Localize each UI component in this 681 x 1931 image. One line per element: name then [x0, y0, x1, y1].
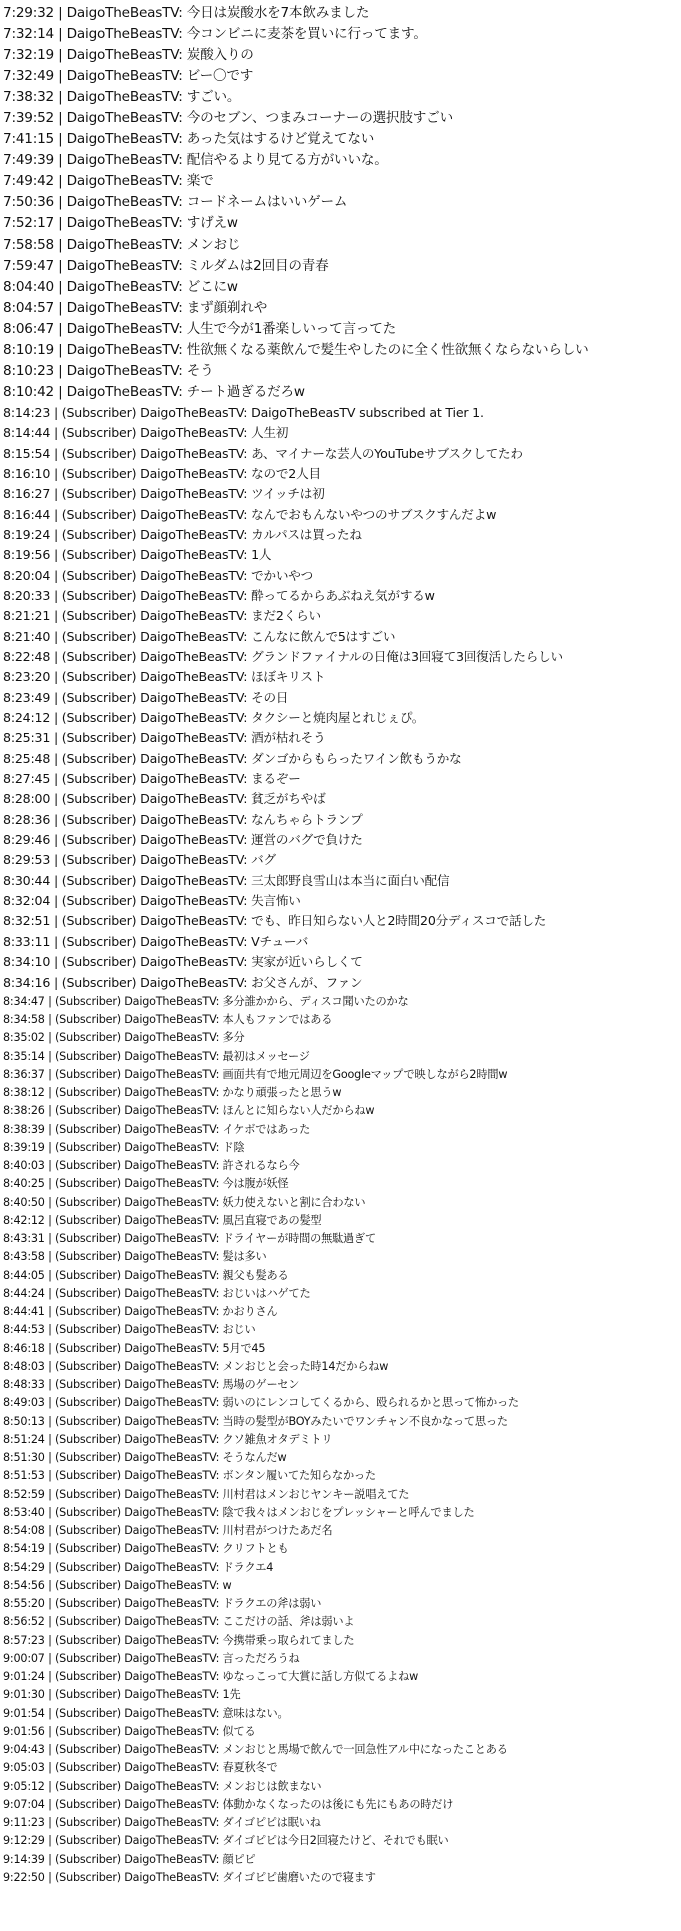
chat-message: 9:07:04 | (Subscriber) DaigoTheBeasTV: 体動かなくなったのは後にも先にもあの時だけ: [3, 1797, 454, 1811]
chat-message: 8:56:52 | (Subscriber) DaigoTheBeasTV: ここだけの話、斧は弱いよ: [3, 1615, 355, 1629]
chat-message: 8:23:20 | (Subscriber) DaigoTheBeasTV: ほぼキリスト: [3, 669, 326, 685]
chat-message: 8:20:33 | (Subscriber) DaigoTheBeasTV: 酔ってるからあぶねえ気がするw: [3, 587, 435, 603]
chat-message: 8:52:59 | (Subscriber) DaigoTheBeasTV: 川村君はメンおじヤンキー説唱えてた: [3, 1487, 410, 1501]
chat-message: 8:51:53 | (Subscriber) DaigoTheBeasTV: ボンタン履いてた知らなかった: [3, 1469, 376, 1483]
chat-message: 8:40:03 | (Subscriber) DaigoTheBeasTV: 許されるなら今: [3, 1159, 300, 1173]
chat-message: 8:44:24 | (Subscriber) DaigoTheBeasTV: おじいはハゲてた: [3, 1286, 311, 1300]
chat-message: 8:23:49 | (Subscriber) DaigoTheBeasTV: その日: [3, 689, 289, 705]
chat-message: 8:34:47 | (Subscriber) DaigoTheBeasTV: 多分誰かから、ディスコ聞いたのかな: [3, 994, 409, 1008]
chat-section-early: [3, 3, 681, 403]
chat-message: 8:38:12 | (Subscriber) DaigoTheBeasTV: かなり頑張ったと思うw: [3, 1086, 342, 1100]
chat-message: 8:06:47 | DaigoTheBeasTV: 人生で今が1番楽しいって言ってた: [3, 320, 397, 337]
chat-message: 8:54:08 | (Subscriber) DaigoTheBeasTV: 川村君がつけたあだ名: [3, 1524, 333, 1538]
chat-message: 8:39:19 | (Subscriber) DaigoTheBeasTV: ド陰: [3, 1140, 245, 1154]
chat-message: 8:40:25 | (Subscriber) DaigoTheBeasTV: 今は腹が妖怪: [3, 1177, 289, 1191]
chat-message: 9:14:39 | (Subscriber) DaigoTheBeasTV: 顔ピピ: [3, 1852, 256, 1866]
chat-message: 8:54:56 | (Subscriber) DaigoTheBeasTV: w: [3, 1578, 232, 1592]
chat-message: 8:51:30 | (Subscriber) DaigoTheBeasTV: そうなんだw: [3, 1451, 287, 1465]
chat-message: 8:40:50 | (Subscriber) DaigoTheBeasTV: 妖力使えないと割に合わない: [3, 1195, 366, 1209]
chat-message: 8:21:21 | (Subscriber) DaigoTheBeasTV: まだ2くらい: [3, 608, 321, 624]
chat-message: 8:14:23 | (Subscriber) DaigoTheBeasTV: DaigoTheBeasTV subscribed at Tier 1.: [3, 404, 484, 420]
chat-message: 8:19:56 | (Subscriber) DaigoTheBeasTV: 1人: [3, 547, 272, 563]
chat-message: 8:14:44 | (Subscriber) DaigoTheBeasTV: 人生初: [3, 425, 289, 441]
chat-message: 8:43:31 | (Subscriber) DaigoTheBeasTV: ドライヤーが時間の無駄過ぎて: [3, 1232, 377, 1246]
chat-message: 8:38:26 | (Subscriber) DaigoTheBeasTV: ほんとに知らない人だからねw: [3, 1104, 375, 1118]
chat-message: 8:15:54 | (Subscriber) DaigoTheBeasTV: あ、マイナーな芸人のYouTubeサブスクしてたわ: [3, 445, 523, 461]
chat-message: 8:50:13 | (Subscriber) DaigoTheBeasTV: 当時の髪型がBOYみたいでワンチャン不良かなって思った: [3, 1414, 508, 1428]
chat-message: 9:05:03 | (Subscriber) DaigoTheBeasTV: 春夏秋冬で: [3, 1761, 278, 1775]
chat-message: 8:43:58 | (Subscriber) DaigoTheBeasTV: 髪は多い: [3, 1250, 267, 1264]
chat-message: 9:01:24 | (Subscriber) DaigoTheBeasTV: ゆなっこって大賞に話し方似てるよねw: [3, 1670, 419, 1684]
chat-message: 7:41:15 | DaigoTheBeasTV: あった気はするけど覚えてない: [3, 131, 375, 148]
chat-message: 8:22:48 | (Subscriber) DaigoTheBeasTV: グランドファイナルの日俺は3回寝て3回復活したらしい: [3, 649, 563, 665]
chat-message: 8:19:24 | (Subscriber) DaigoTheBeasTV: カルパスは買ったね: [3, 526, 362, 542]
chat-message: 7:58:58 | DaigoTheBeasTV: メンおじ: [3, 236, 241, 253]
chat-message: 8:35:14 | (Subscriber) DaigoTheBeasTV: 最初はメッセージ: [3, 1049, 310, 1063]
chat-section-late: [3, 993, 681, 1887]
chat-message: 8:42:12 | (Subscriber) DaigoTheBeasTV: 風呂直寝であの髪型: [3, 1213, 322, 1227]
chat-message: 8:16:44 | (Subscriber) DaigoTheBeasTV: なんでおもんないやつのサブスクすんだよw: [3, 506, 497, 522]
chat-message: 8:35:02 | (Subscriber) DaigoTheBeasTV: 多分: [3, 1031, 245, 1045]
chat-message: 9:01:56 | (Subscriber) DaigoTheBeasTV: 似てる: [3, 1724, 256, 1738]
chat-message: 8:24:12 | (Subscriber) DaigoTheBeasTV: タクシーと焼肉屋とれじぇぴ。: [3, 710, 425, 726]
chat-message: 8:32:51 | (Subscriber) DaigoTheBeasTV: でも、昨日知らない人と2時間20分ディスコで話した: [3, 913, 547, 929]
chat-message: 8:28:36 | (Subscriber) DaigoTheBeasTV: なんちゃらトランプ: [3, 811, 363, 827]
chat-message: 7:49:42 | DaigoTheBeasTV: 楽で: [3, 173, 214, 190]
chat-message: 7:32:14 | DaigoTheBeasTV: 今コンビニに麦茶を買いに行ってます。: [3, 26, 427, 43]
chat-message: 9:22:50 | (Subscriber) DaigoTheBeasTV: ダイゴピピ歯磨いたので寝ます: [3, 1870, 376, 1884]
chat-message: 7:39:52 | DaigoTheBeasTV: 今のセブン、つまみコーナーの選択肢すごい: [3, 110, 453, 127]
chat-message: 8:10:19 | DaigoTheBeasTV: 性欲無くなる薬飲んで髪生やしたのに全く性欲無くならないらしい: [3, 341, 589, 358]
chat-message: 9:00:07 | (Subscriber) DaigoTheBeasTV: 言っただろうね: [3, 1651, 300, 1665]
chat-message: 8:04:57 | DaigoTheBeasTV: まず顔剃れや: [3, 299, 268, 316]
chat-message: 7:50:36 | DaigoTheBeasTV: コードネームはいいゲーム: [3, 194, 348, 211]
chat-message: 8:44:05 | (Subscriber) DaigoTheBeasTV: 親父も髪ある: [3, 1268, 289, 1282]
chat-message: 8:32:04 | (Subscriber) DaigoTheBeasTV: 失言怖い: [3, 893, 301, 909]
chat-message: 8:36:37 | (Subscriber) DaigoTheBeasTV: 画面共有で地元周辺をGoogleマップで映しながら2時間w: [3, 1067, 508, 1081]
chat-message: 8:16:10 | (Subscriber) DaigoTheBeasTV: なので2人目: [3, 465, 321, 481]
chat-message: 9:01:30 | (Subscriber) DaigoTheBeasTV: 1先: [3, 1688, 241, 1702]
chat-message: 8:21:40 | (Subscriber) DaigoTheBeasTV: こんなに飲んで5はすごい: [3, 628, 396, 644]
chat-message: 8:46:18 | (Subscriber) DaigoTheBeasTV: 5月で45: [3, 1341, 266, 1355]
chat-message: 8:10:42 | DaigoTheBeasTV: チート過ぎるだろw: [3, 383, 305, 400]
chat-message: 8:10:23 | DaigoTheBeasTV: そう: [3, 362, 214, 379]
chat-message: 8:25:31 | (Subscriber) DaigoTheBeasTV: 酒が枯れそう: [3, 730, 326, 746]
chat-message: 8:20:04 | (Subscriber) DaigoTheBeasTV: でかいやつ: [3, 567, 314, 583]
chat-message: 8:54:19 | (Subscriber) DaigoTheBeasTV: クリフトとも: [3, 1542, 289, 1556]
chat-message: 7:59:47 | DaigoTheBeasTV: ミルダムは2回目の青春: [3, 257, 329, 274]
chat-message: 8:53:40 | (Subscriber) DaigoTheBeasTV: 陰で我々はメンおじをプレッシャーと呼んでました: [3, 1505, 475, 1519]
chat-message: 8:29:53 | (Subscriber) DaigoTheBeasTV: バグ: [3, 852, 276, 868]
chat-message: 9:01:54 | (Subscriber) DaigoTheBeasTV: 意味はない。: [3, 1706, 289, 1720]
chat-message: 8:44:41 | (Subscriber) DaigoTheBeasTV: かおりさん: [3, 1305, 278, 1319]
chat-message: 7:32:49 | DaigoTheBeasTV: ビー〇です: [3, 68, 254, 85]
chat-message: 8:34:16 | (Subscriber) DaigoTheBeasTV: お父さんが、ファン: [3, 974, 363, 990]
chat-message: 8:51:24 | (Subscriber) DaigoTheBeasTV: クソ雑魚オタデミトリ: [3, 1432, 333, 1446]
chat-message: 8:30:44 | (Subscriber) DaigoTheBeasTV: 三太郎野良雪山は本当に面白い配信: [3, 872, 450, 888]
chat-message: 8:04:40 | DaigoTheBeasTV: どこにw: [3, 278, 238, 295]
chat-message: 8:54:29 | (Subscriber) DaigoTheBeasTV: ドラクエ4: [3, 1560, 274, 1574]
chat-message: 9:05:12 | (Subscriber) DaigoTheBeasTV: メンおじは飲まない: [3, 1779, 322, 1793]
chat-message: 8:44:53 | (Subscriber) DaigoTheBeasTV: おじい: [3, 1323, 256, 1337]
chat-message: 8:27:45 | (Subscriber) DaigoTheBeasTV: まるぞー: [3, 771, 301, 787]
chat-message: 8:33:11 | (Subscriber) DaigoTheBeasTV: Vチューバ: [3, 933, 309, 949]
chat-message: 7:52:17 | DaigoTheBeasTV: すげえw: [3, 215, 238, 232]
chat-message: 9:11:23 | (Subscriber) DaigoTheBeasTV: ダイゴピピは眠いね: [3, 1816, 321, 1830]
chat-message: 8:57:23 | (Subscriber) DaigoTheBeasTV: 今携帯乗っ取られてました: [3, 1633, 355, 1647]
chat-message: 8:49:03 | (Subscriber) DaigoTheBeasTV: 弱いのにレンコしてくるから、殴られるかと思って怖かった: [3, 1396, 519, 1410]
chat-message: 8:34:10 | (Subscriber) DaigoTheBeasTV: 実家が近いらしくて: [3, 954, 363, 970]
chat-message: 7:32:19 | DaigoTheBeasTV: 炭酸入りの: [3, 47, 254, 64]
chat-message: 9:04:43 | (Subscriber) DaigoTheBeasTV: メンおじと馬場で飲んで一回急性アル中になったことある: [3, 1743, 508, 1757]
chat-message: 7:38:32 | DaigoTheBeasTV: すごい。: [3, 89, 241, 106]
chat-message: 7:49:39 | DaigoTheBeasTV: 配信やるより見てる方がいいな。: [3, 152, 388, 169]
chat-message: 8:34:58 | (Subscriber) DaigoTheBeasTV: 本人もファンではある: [3, 1013, 333, 1027]
chat-message: 8:28:00 | (Subscriber) DaigoTheBeasTV: 貧乏がちやば: [3, 791, 326, 807]
chat-message: 8:38:39 | (Subscriber) DaigoTheBeasTV: イケボではあった: [3, 1122, 311, 1136]
chat-section-subscriber: [3, 403, 681, 993]
chat-message: 7:29:32 | DaigoTheBeasTV: 今日は炭酸水を7本飲みました: [3, 5, 370, 21]
chat-message: 8:16:27 | (Subscriber) DaigoTheBeasTV: ツイッチは初: [3, 486, 325, 502]
chat-message: 8:55:20 | (Subscriber) DaigoTheBeasTV: ドラクエの斧は弱い: [3, 1597, 322, 1611]
chat-message: 9:12:29 | (Subscriber) DaigoTheBeasTV: ダイゴピピは今日2回寝たけど、それでも眠い: [3, 1834, 449, 1848]
chat-message: 8:48:03 | (Subscriber) DaigoTheBeasTV: メンおじと会った時14だからねw: [3, 1359, 389, 1373]
chat-message: 8:29:46 | (Subscriber) DaigoTheBeasTV: 運営のバグで負けた: [3, 832, 363, 848]
chat-message: 8:48:33 | (Subscriber) DaigoTheBeasTV: 馬場のゲーセン: [3, 1378, 300, 1392]
chat-message: 8:25:48 | (Subscriber) DaigoTheBeasTV: ダンゴからもらったワイン飲もうかな: [3, 750, 462, 766]
